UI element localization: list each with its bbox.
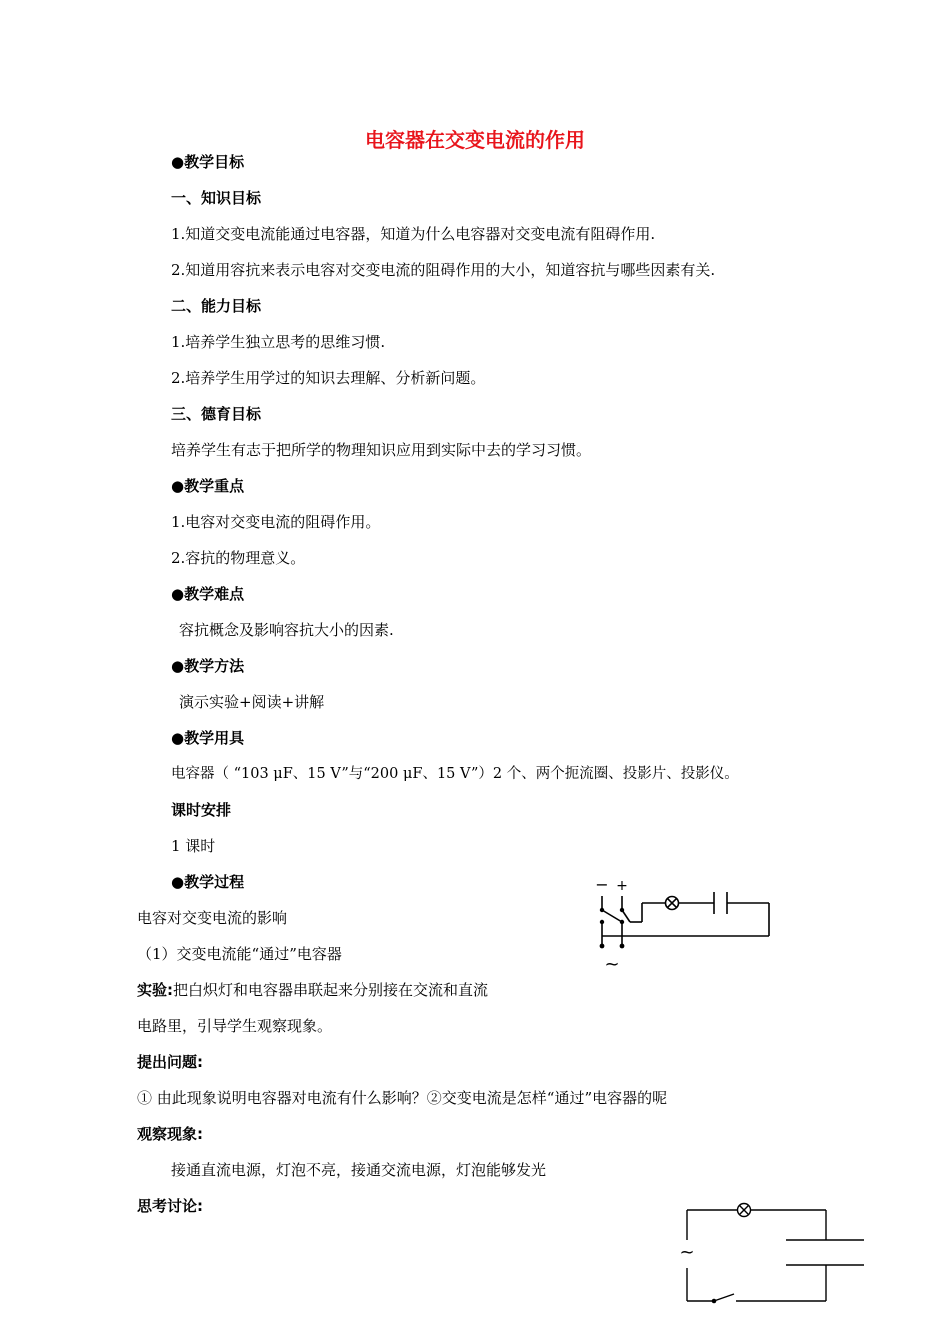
moral-heading: 三、德育目标 — [171, 405, 262, 423]
process-item-1: 电容对交变电流的影响 — [137, 909, 288, 927]
method-heading: ●教学方法 — [171, 657, 245, 675]
lamp-icon — [738, 1204, 751, 1217]
tools-heading: ●教学用具 — [171, 729, 245, 747]
ability-item-2: 2.培养学生用学过的知识去理解、分析新问题。 — [171, 369, 486, 387]
observe-heading: 观察现象: — [137, 1125, 203, 1143]
knowledge-item-1: 1.知道交变电流能通过电容器，知道为什么电容器对交变电流有阻碍作用. — [171, 225, 656, 243]
experiment-text-2: 电路里，引导学生观察现象。 — [137, 1017, 333, 1035]
key-item-1: 1.电容对交变电流的阻碍作用。 — [171, 513, 381, 531]
schedule-heading: 课时安排 — [171, 801, 232, 819]
question-text: ① 由此现象说明电容器对电流有什么影响？②交变电流是怎样“通过”电容器的呢 — [137, 1089, 668, 1107]
tools-item-1: 电容器（ “103 μF、15 V”与“200 μF、15 V”）2 个、两个扼流圈、投影片、投影仪。 — [171, 766, 739, 782]
observe-text: 接通直流电源，灯泡不亮，接通交流电源，灯泡能够发光 — [171, 1161, 547, 1179]
schedule-item-1: 1 课时 — [171, 837, 216, 855]
lamp-icon — [666, 897, 679, 910]
circuit-diagram-capacitor — [676, 1198, 876, 1308]
process-heading: ●教学过程 — [171, 873, 245, 891]
method-item-1: 演示实验+阅读+讲解 — [179, 693, 325, 711]
process-item-2: （1）交变电流能“通过”电容器 — [137, 945, 342, 963]
experiment-label: 实验: — [137, 981, 173, 999]
ability-item-1: 1.培养学生独立思考的思维习惯. — [171, 333, 386, 351]
knowledge-item-2: 2.知道用容抗来表示电容对交变电流的阻碍作用的大小，知道容抗与哪些因素有关. — [171, 261, 716, 279]
experiment-paragraph — [137, 980, 488, 1000]
knowledge-heading: 一、知识目标 — [171, 189, 262, 207]
page-title: 电容器在交变电流的作用 — [365, 128, 585, 152]
minus-terminal-label: − — [595, 875, 609, 894]
ability-heading: 二、能力目标 — [171, 297, 262, 315]
key-item-2: 2.容抗的物理意义。 — [171, 549, 306, 567]
key-heading: ●教学重点 — [171, 477, 245, 495]
experiment-text: 把白炽灯和电容器串联起来分别接在交流和直流 — [173, 981, 489, 999]
question-heading: 提出问题: — [137, 1053, 203, 1071]
plus-terminal-label: + — [616, 878, 628, 894]
circuit-diagram-dc-ac — [590, 876, 790, 976]
discuss-heading: 思考讨论: — [137, 1197, 203, 1215]
ac-source-label: ~ — [679, 1242, 695, 1263]
moral-item-1: 培养学生有志于把所学的物理知识应用到实际中去的学习习惯。 — [171, 441, 592, 459]
difficulty-heading: ●教学难点 — [171, 585, 245, 603]
goals-heading: ●教学目标 — [171, 153, 245, 171]
difficulty-item-1: 容抗概念及影响容抗大小的因素. — [179, 621, 394, 639]
ac-source-label: ~ — [604, 954, 620, 975]
